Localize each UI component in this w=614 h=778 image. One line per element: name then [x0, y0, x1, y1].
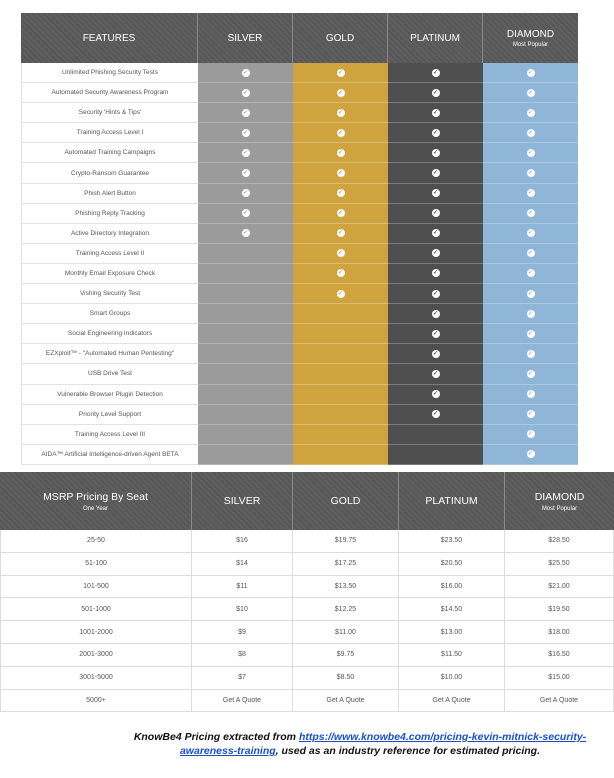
- feature-name: Training Access Level II: [21, 244, 198, 264]
- gold-feature-cell: [293, 324, 388, 344]
- check-circle-icon: ✓: [527, 129, 534, 136]
- gold-feature-cell: [293, 123, 388, 143]
- platinum-feature-cell: [388, 224, 483, 244]
- silver-price-cell: Get A Quote: [192, 690, 293, 713]
- diamond-feature-cell: [483, 344, 578, 364]
- gold-price-cell: $12.25: [293, 598, 399, 621]
- silver-price-cell: $10: [192, 598, 293, 621]
- gold-feature-cell: [293, 83, 388, 103]
- feature-name: Priority Level Support: [21, 405, 198, 425]
- price-row: [0, 598, 614, 621]
- check-circle-icon: ✓: [242, 89, 249, 96]
- platinum-feature-cell: [388, 163, 483, 183]
- diamond-feature-cell: [483, 304, 578, 324]
- silver-feature-cell: [198, 364, 293, 384]
- feature-name: USB Drive Test: [21, 364, 198, 384]
- feature-name: Training Access Level I: [21, 123, 198, 143]
- gold-feature-cell: [293, 143, 388, 163]
- caption-prefix: KnowBe4 Pricing extracted from: [133, 731, 299, 743]
- feature-name: Phishing Reply Tracking: [21, 204, 198, 224]
- check-circle-icon: ✓: [337, 129, 344, 136]
- gold-price-cell: $13.50: [293, 576, 399, 599]
- features-header-row: [21, 13, 578, 63]
- feature-row: [21, 445, 578, 465]
- check-circle-icon: ✓: [337, 290, 344, 297]
- check-circle-icon: ✓: [432, 250, 439, 257]
- diamond-price-cell: $18.00: [505, 621, 614, 644]
- check-circle-icon: ✓: [527, 330, 534, 337]
- msrp-column-header: [0, 472, 192, 530]
- feature-name: AIDA™ Artificial Intelligence-driven Agent BETA: [21, 445, 198, 465]
- check-circle-icon: ✓: [527, 391, 534, 398]
- feature-name: EZXploit™ - "Automated Human Pentesting": [21, 344, 198, 364]
- diamond-feature-cell: [483, 405, 578, 425]
- check-circle-icon: ✓: [527, 149, 534, 156]
- check-circle-icon: ✓: [527, 431, 534, 438]
- silver-feature-cell: [198, 123, 293, 143]
- check-circle-icon: ✓: [432, 330, 439, 337]
- platinum-feature-cell: [388, 385, 483, 405]
- feature-name: Social Engineering Indicators: [21, 324, 198, 344]
- platinum-feature-cell: [388, 344, 483, 364]
- silver-feature-cell: [198, 204, 293, 224]
- diamond-feature-cell: [483, 364, 578, 384]
- silver-price-cell: $11: [192, 576, 293, 599]
- platinum-price-cell: $23.50: [399, 530, 505, 553]
- price-row: [0, 621, 614, 644]
- gold-feature-cell: [293, 63, 388, 83]
- silver-feature-cell: [198, 324, 293, 344]
- check-circle-icon: ✓: [337, 149, 344, 156]
- feature-name: Security 'Hints & Tips': [21, 103, 198, 123]
- seat-range-cell: 5000+: [0, 690, 192, 713]
- gold-price-header-label: GOLD: [330, 495, 361, 507]
- check-circle-icon: ✓: [527, 109, 534, 116]
- price-row: [0, 644, 614, 667]
- silver-feature-cell: [198, 143, 293, 163]
- silver-price-cell: $9: [192, 621, 293, 644]
- silver-feature-cell: [198, 103, 293, 123]
- check-circle-icon: ✓: [242, 170, 249, 177]
- seat-range-cell: 501-1000: [0, 598, 192, 621]
- diamond-feature-cell: [483, 63, 578, 83]
- diamond-price-cell: Get A Quote: [505, 690, 614, 713]
- feature-name: Unlimited Phishing Security Tests: [21, 63, 198, 83]
- diamond-feature-cell: [483, 425, 578, 445]
- check-circle-icon: ✓: [527, 270, 534, 277]
- gold-feature-cell: [293, 103, 388, 123]
- check-circle-icon: ✓: [432, 69, 439, 76]
- platinum-feature-cell: [388, 123, 483, 143]
- gold-feature-cell: [293, 405, 388, 425]
- seat-range-cell: 3001-5000: [0, 667, 192, 690]
- check-circle-icon: ✓: [527, 370, 534, 377]
- silver-price-cell: $7: [192, 667, 293, 690]
- check-circle-icon: ✓: [337, 250, 344, 257]
- diamond-feature-cell: [483, 143, 578, 163]
- check-circle-icon: ✓: [432, 129, 439, 136]
- diamond-feature-cell: [483, 445, 578, 465]
- check-circle-icon: ✓: [527, 250, 534, 257]
- feature-row: [21, 364, 578, 384]
- check-circle-icon: ✓: [527, 411, 534, 418]
- gold-feature-cell: [293, 224, 388, 244]
- seat-range-cell: 2001-3000: [0, 644, 192, 667]
- check-circle-icon: ✓: [527, 350, 534, 357]
- silver-feature-cell: [198, 284, 293, 304]
- check-circle-icon: ✓: [527, 170, 534, 177]
- check-circle-icon: ✓: [432, 230, 439, 237]
- silver-feature-cell: [198, 224, 293, 244]
- feature-row: [21, 204, 578, 224]
- check-circle-icon: ✓: [527, 230, 534, 237]
- gold-price-cell: Get A Quote: [293, 690, 399, 713]
- platinum-feature-cell: [388, 324, 483, 344]
- platinum-feature-cell: [388, 445, 483, 465]
- one-year-label: One Year: [82, 505, 109, 512]
- check-circle-icon: ✓: [242, 210, 249, 217]
- diamond-price-header: [505, 472, 614, 530]
- seat-range-cell: 1001-2000: [0, 621, 192, 644]
- platinum-feature-cell: [388, 63, 483, 83]
- seat-range-cell: 101-500: [0, 576, 192, 599]
- diamond-feature-cell: [483, 163, 578, 183]
- diamond-price-cell: $16.50: [505, 644, 614, 667]
- diamond-price-header-label: DIAMOND: [534, 490, 585, 503]
- check-circle-icon: ✓: [527, 89, 534, 96]
- feature-name: Monthly Email Exposure Check: [21, 264, 198, 284]
- silver-feature-cell: [198, 264, 293, 284]
- silver-feature-cell: [198, 425, 293, 445]
- price-row: [0, 576, 614, 599]
- feature-row: [21, 304, 578, 324]
- check-circle-icon: ✓: [337, 170, 344, 177]
- features-header-label: FEATURES: [82, 32, 136, 44]
- gold-feature-cell: [293, 264, 388, 284]
- check-circle-icon: ✓: [527, 310, 534, 317]
- gold-price-cell: $8.50: [293, 667, 399, 690]
- check-circle-icon: ✓: [432, 370, 439, 377]
- silver-feature-cell: [198, 385, 293, 405]
- silver-feature-cell: [198, 244, 293, 264]
- gold-feature-cell: [293, 204, 388, 224]
- check-circle-icon: ✓: [337, 230, 344, 237]
- check-circle-icon: ✓: [527, 210, 534, 217]
- platinum-price-cell: Get A Quote: [399, 690, 505, 713]
- price-row: [0, 530, 614, 553]
- silver-price-header-label: SILVER: [223, 495, 261, 507]
- feature-row: [21, 184, 578, 204]
- check-circle-icon: ✓: [337, 190, 344, 197]
- check-circle-icon: ✓: [527, 451, 534, 458]
- feature-row: [21, 83, 578, 103]
- silver-column-header: [198, 13, 293, 63]
- diamond-feature-cell: [483, 204, 578, 224]
- gold-price-cell: $19.75: [293, 530, 399, 553]
- feature-row: [21, 143, 578, 163]
- diamond-price-cell: $19.50: [505, 598, 614, 621]
- feature-name: Vishing Security Test: [21, 284, 198, 304]
- platinum-feature-cell: [388, 304, 483, 324]
- platinum-price-cell: $14.50: [399, 598, 505, 621]
- check-circle-icon: ✓: [432, 411, 439, 418]
- silver-feature-cell: [198, 184, 293, 204]
- gold-header-label: GOLD: [325, 32, 355, 44]
- check-circle-icon: ✓: [432, 290, 439, 297]
- silver-feature-cell: [198, 163, 293, 183]
- check-circle-icon: ✓: [432, 190, 439, 197]
- check-circle-icon: ✓: [337, 69, 344, 76]
- silver-feature-cell: [198, 304, 293, 324]
- diamond-feature-cell: [483, 103, 578, 123]
- platinum-feature-cell: [388, 364, 483, 384]
- feature-row: [21, 425, 578, 445]
- silver-feature-cell: [198, 344, 293, 364]
- platinum-column-header: [388, 13, 483, 63]
- gold-column-header: [293, 13, 388, 63]
- platinum-price-cell: $10.00: [399, 667, 505, 690]
- platinum-feature-cell: [388, 425, 483, 445]
- check-circle-icon: ✓: [432, 310, 439, 317]
- feature-rows: [21, 63, 578, 465]
- feature-row: [21, 324, 578, 344]
- check-circle-icon: ✓: [527, 69, 534, 76]
- diamond-price-cell: $25.50: [505, 553, 614, 576]
- platinum-feature-cell: [388, 405, 483, 425]
- check-circle-icon: ✓: [242, 129, 249, 136]
- price-row: [0, 667, 614, 690]
- seat-range-cell: 25-50: [0, 530, 192, 553]
- gold-feature-cell: [293, 184, 388, 204]
- gold-price-cell: $11.00: [293, 621, 399, 644]
- check-circle-icon: ✓: [337, 210, 344, 217]
- diamond-header-label: DIAMOND: [506, 28, 555, 40]
- feature-row: [21, 63, 578, 83]
- pricing-header-row: [0, 472, 614, 530]
- features-column-header: [21, 13, 198, 63]
- diamond-feature-cell: [483, 83, 578, 103]
- feature-name: Automated Security Awareness Program: [21, 83, 198, 103]
- feature-row: [21, 344, 578, 364]
- feature-name: Vulnerable Browser Plugin Detection: [21, 385, 198, 405]
- gold-feature-cell: [293, 163, 388, 183]
- feature-row: [21, 284, 578, 304]
- price-row: [0, 553, 614, 576]
- diamond-feature-cell: [483, 324, 578, 344]
- gold-price-header: [293, 472, 399, 530]
- price-row: [0, 690, 614, 713]
- diamond-feature-cell: [483, 244, 578, 264]
- platinum-price-header: [399, 472, 505, 530]
- check-circle-icon: ✓: [242, 109, 249, 116]
- check-circle-icon: ✓: [432, 270, 439, 277]
- check-circle-icon: ✓: [337, 109, 344, 116]
- feature-name: Training Access Level III: [21, 425, 198, 445]
- diamond-column-header: [483, 13, 578, 63]
- platinum-price-header-label: PLATINUM: [425, 495, 478, 507]
- feature-row: [21, 123, 578, 143]
- msrp-header-label: MSRP Pricing By Seat: [43, 490, 148, 503]
- check-circle-icon: ✓: [527, 190, 534, 197]
- check-circle-icon: ✓: [242, 190, 249, 197]
- silver-feature-cell: [198, 445, 293, 465]
- feature-row: [21, 385, 578, 405]
- gold-feature-cell: [293, 364, 388, 384]
- platinum-price-cell: $13.00: [399, 621, 505, 644]
- check-circle-icon: ✓: [432, 149, 439, 156]
- platinum-price-cell: $11.50: [399, 644, 505, 667]
- feature-row: [21, 405, 578, 425]
- platinum-feature-cell: [388, 204, 483, 224]
- feature-name: Smart Groups: [21, 304, 198, 324]
- diamond-price-cell: $21.00: [505, 576, 614, 599]
- check-circle-icon: ✓: [432, 109, 439, 116]
- feature-name: Automated Training Campaigns: [21, 143, 198, 163]
- pricing-table: [0, 472, 614, 712]
- gold-feature-cell: [293, 385, 388, 405]
- diamond-feature-cell: [483, 184, 578, 204]
- check-circle-icon: ✓: [432, 391, 439, 398]
- feature-row: [21, 264, 578, 284]
- feature-name: Active Directory Integration: [21, 224, 198, 244]
- check-circle-icon: ✓: [242, 230, 249, 237]
- platinum-feature-cell: [388, 143, 483, 163]
- diamond-feature-cell: [483, 284, 578, 304]
- platinum-feature-cell: [388, 103, 483, 123]
- gold-feature-cell: [293, 304, 388, 324]
- feature-row: [21, 224, 578, 244]
- pricing-source-link[interactable]: https://www.knowbe4.com/pricing-kevin-mitnick-security-awareness-training: [179, 731, 587, 758]
- gold-feature-cell: [293, 244, 388, 264]
- gold-price-cell: $17.25: [293, 553, 399, 576]
- silver-feature-cell: [198, 63, 293, 83]
- silver-header-label: SILVER: [227, 32, 263, 44]
- silver-feature-cell: [198, 83, 293, 103]
- silver-price-cell: $14: [192, 553, 293, 576]
- check-circle-icon: ✓: [337, 89, 344, 96]
- feature-name: Phish Alert Button: [21, 184, 198, 204]
- diamond-feature-cell: [483, 123, 578, 143]
- platinum-feature-cell: [388, 184, 483, 204]
- check-circle-icon: ✓: [337, 270, 344, 277]
- caption-suffix: , used as an industry reference for estimated pricing.: [275, 745, 541, 758]
- check-circle-icon: ✓: [527, 290, 534, 297]
- platinum-feature-cell: [388, 83, 483, 103]
- diamond-price-cell: $15.00: [505, 667, 614, 690]
- diamond-feature-cell: [483, 264, 578, 284]
- silver-feature-cell: [198, 405, 293, 425]
- most-popular-price-badge: Most Popular: [541, 505, 578, 512]
- platinum-feature-cell: [388, 264, 483, 284]
- check-circle-icon: ✓: [432, 170, 439, 177]
- diamond-feature-cell: [483, 224, 578, 244]
- seat-range-cell: 51-100: [0, 553, 192, 576]
- diamond-feature-cell: [483, 385, 578, 405]
- gold-feature-cell: [293, 425, 388, 445]
- check-circle-icon: ✓: [432, 210, 439, 217]
- check-circle-icon: ✓: [432, 350, 439, 357]
- check-circle-icon: ✓: [432, 89, 439, 96]
- diamond-price-cell: $28.50: [505, 530, 614, 553]
- silver-price-header: [192, 472, 293, 530]
- feature-row: [21, 163, 578, 183]
- gold-feature-cell: [293, 344, 388, 364]
- silver-price-cell: $16: [192, 530, 293, 553]
- platinum-price-cell: $16.00: [399, 576, 505, 599]
- platinum-header-label: PLATINUM: [410, 32, 460, 44]
- feature-row: [21, 103, 578, 123]
- most-popular-badge: Most Popular: [512, 41, 549, 48]
- platinum-feature-cell: [388, 244, 483, 264]
- silver-price-cell: $8: [192, 644, 293, 667]
- platinum-price-cell: $20.50: [399, 553, 505, 576]
- features-table: [21, 13, 578, 465]
- gold-feature-cell: [293, 284, 388, 304]
- gold-feature-cell: [293, 445, 388, 465]
- gold-price-cell: $9.75: [293, 644, 399, 667]
- check-circle-icon: ✓: [242, 149, 249, 156]
- feature-row: [21, 244, 578, 264]
- platinum-feature-cell: [388, 284, 483, 304]
- check-circle-icon: ✓: [242, 69, 249, 76]
- feature-name: Crypto-Ransom Guarantee: [21, 163, 198, 183]
- caption: [120, 730, 600, 758]
- price-rows: [0, 530, 614, 712]
